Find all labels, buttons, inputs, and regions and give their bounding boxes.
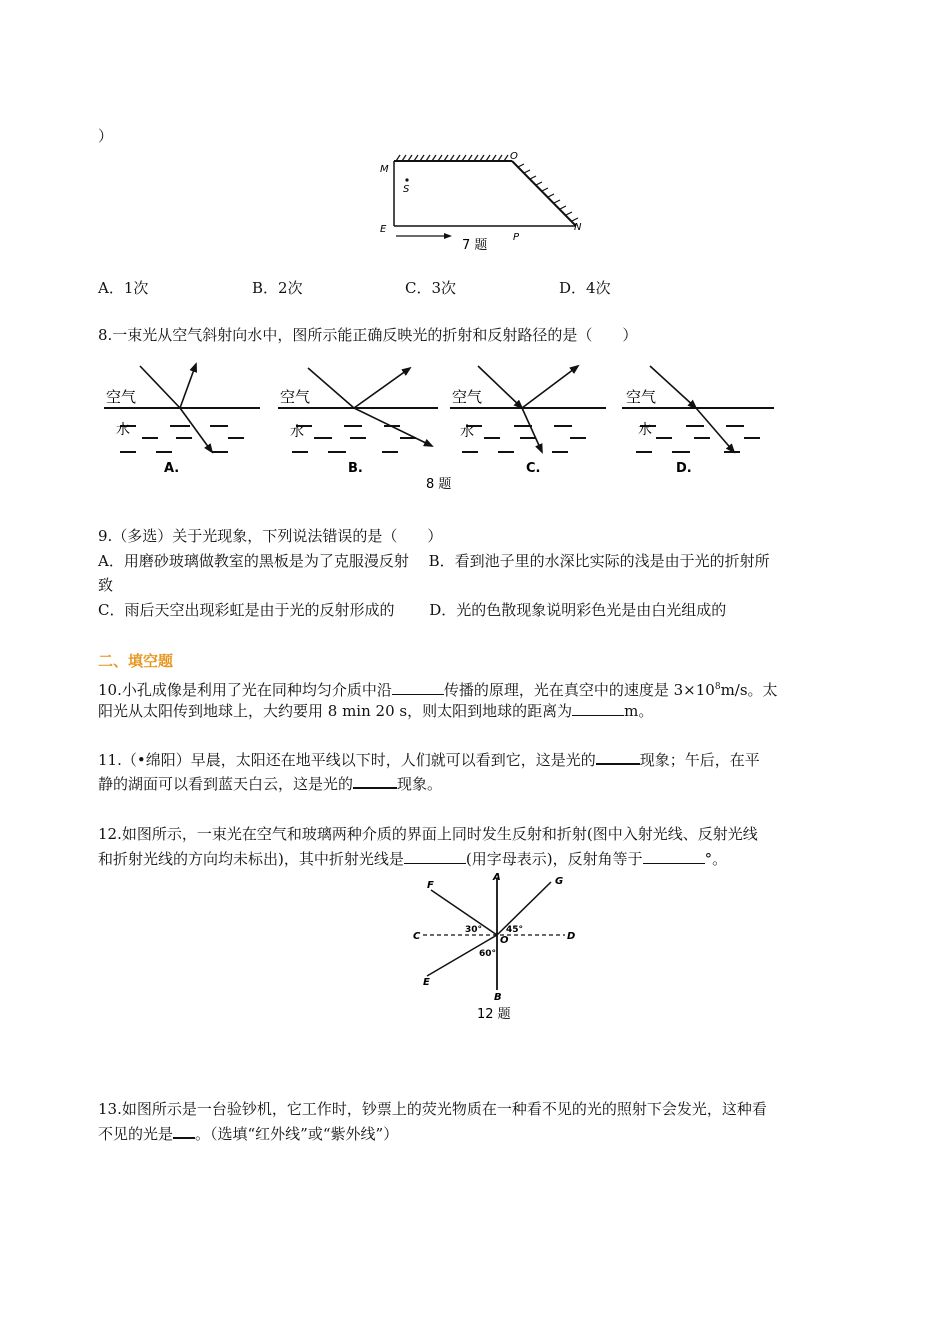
q8-caption: 8 题 [426, 477, 452, 492]
q12-text-4: °。 [704, 850, 728, 868]
q9-stem: 9.（多选）关于光现象，下列说法错误的是（ ） [98, 527, 443, 545]
q10-text-5: m。 [624, 702, 654, 720]
q10-text-4: 阳光从太阳传到地球上，大约要用 8 min 20 s，则太阳到地球的距离为 [98, 702, 573, 720]
q10-superscript: 8 [714, 682, 721, 692]
q7-label-o: O [510, 151, 518, 162]
q13-line-2 [98, 1123, 398, 1145]
q8-panel-label-a: A. [164, 461, 180, 476]
q8-water-label-a: 水 [116, 422, 130, 438]
q12-label-g: G [555, 876, 564, 887]
q7-closing-paren: ） [98, 127, 114, 145]
q11-text-2: 现象；午后，在平 [639, 751, 760, 769]
q12-blank-2[interactable] [643, 849, 705, 864]
q7-label-e: E [380, 224, 387, 235]
q8-panel-label-d: D. [676, 461, 692, 476]
q10-line-2 [98, 700, 653, 722]
q8-air-label-c: 空气 [452, 388, 483, 406]
q8-water-label-d: 水 [638, 422, 652, 438]
q11-line-1 [98, 749, 760, 771]
q11-blank-2[interactable] [353, 773, 397, 789]
q11-blank-1[interactable] [596, 749, 640, 765]
q8-water-label-b: 水 [290, 424, 304, 440]
q12-caption: 12 题 [477, 1007, 511, 1022]
q10-blank-1[interactable] [392, 680, 444, 695]
q12-text-3: (用字母表示)，反射角等于 [465, 850, 643, 868]
q12-angle-60: 60° [479, 949, 497, 959]
q8-panel-label-c: C. [526, 461, 541, 476]
q12-text-2: 和折射光线的方向均未标出)，其中折射光线是 [98, 850, 404, 868]
q8-panel-d [622, 366, 774, 452]
q12-label-a: A [493, 872, 501, 883]
q7-option-d: D．4次 [559, 279, 611, 297]
q7-label-m: M [380, 164, 389, 175]
q8-figure [100, 352, 780, 494]
q8-panel-label-b: B. [348, 461, 363, 476]
q7-figure [370, 148, 600, 258]
section-fill-in-title: 二、填空题 [98, 652, 174, 670]
q12-line-1: 12.如图所示，一束光在空气和玻璃两种介质的界面上同时发生反射和折射(图中入射光线、反射光线 [98, 825, 758, 843]
q12-label-c: C [413, 931, 421, 942]
q8-water-label-c: 水 [460, 424, 474, 440]
q7-option-c: C．3次 [405, 279, 457, 297]
q9-options-ab: A．用磨砂玻璃做教室的黑板是为了克服漫反射 B．看到池子里的水深比实际的浅是由于光的折射所 [98, 552, 770, 570]
q12-angle-45: 45° [506, 925, 524, 935]
q12-line-2 [98, 848, 727, 870]
q8-air-label-a: 空气 [106, 388, 137, 406]
q12-label-o: O [500, 935, 509, 946]
q12-angle-30: 30° [465, 925, 483, 935]
q10-text-2: 传播的原理，光在真空中的速度是 3×10 [443, 681, 715, 699]
q7-option-b: B．2次 [252, 279, 303, 297]
q10-text-1: 10.小孔成像是利用了光在同种均匀介质中沿 [98, 681, 392, 699]
q7-option-a: A．1次 [98, 279, 149, 297]
q11-text-1: 11.（•绵阳）早晨，太阳还在地平线以下时，人们就可以看到它，这是光的 [98, 751, 596, 769]
q12-label-e: E [423, 977, 430, 988]
q10-line-1 [98, 676, 778, 701]
q13-line-1: 13.如图所示是一台验钞机，它工作时，钞票上的荧光物质在一种看不见的光的照射下会发光，这种看 [98, 1100, 767, 1118]
q7-label-s: S [403, 184, 410, 195]
q11-line-2 [98, 773, 442, 795]
q9-options-cd: C．雨后天空出现彩虹是由于光的反射形成的 D．光的色散现象说明彩色光是由白光组成的 [98, 601, 727, 619]
q7-label-p: P [513, 232, 520, 243]
q8-air-label-d: 空气 [626, 388, 657, 406]
q11-text-3: 静的湖面可以看到蓝天白云，这是光的 [98, 775, 354, 793]
q8-air-label-b: 空气 [280, 388, 311, 406]
q10-blank-2[interactable] [572, 701, 624, 716]
q12-blank-1[interactable] [404, 849, 466, 864]
q9-options-ab-cont: 致 [98, 576, 114, 594]
q10-text-3: m/s。太 [720, 681, 778, 699]
q13-blank[interactable] [173, 1123, 195, 1139]
q13-text-2: 不见的光是 [98, 1125, 174, 1143]
q12-label-d: D [567, 931, 576, 942]
q8-panel-a [104, 364, 260, 452]
q8-stem: 8.一束光从空气斜射向水中，图所示能正确反映光的折射和反射路径的是（ ） [98, 326, 638, 344]
q12-label-b: B [494, 992, 502, 1003]
q13-text-3: 。（选填“红外线”或“紫外线”） [195, 1125, 399, 1143]
q12-label-f: F [427, 880, 434, 891]
q11-text-4: 现象。 [397, 775, 443, 793]
q12-figure [405, 868, 585, 1026]
q7-label-n: N [574, 222, 582, 233]
q7-caption: 7 题 [462, 238, 488, 253]
